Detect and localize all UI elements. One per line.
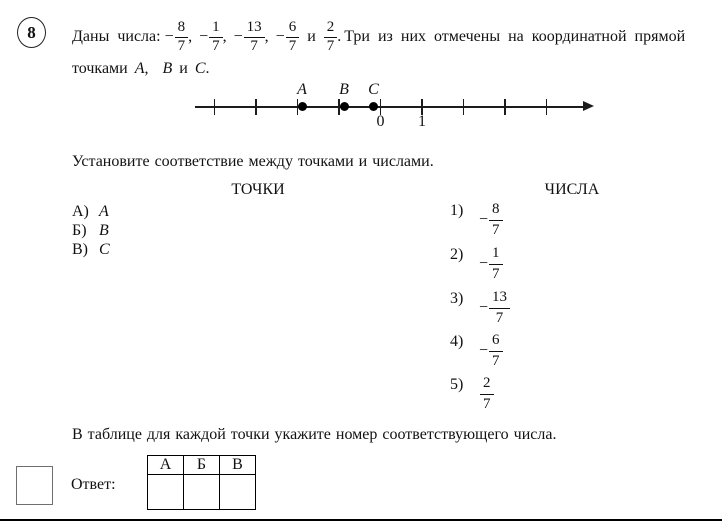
point-label-a: A — [297, 81, 307, 98]
point-name-a: A — [134, 60, 145, 77]
number-item-4: 4) − $\frac{6}{7}$ — [450, 333, 503, 369]
fraction: $\frac{8}{7}$ — [489, 202, 503, 238]
number-item-1: 1) − $\frac{8}{7}$ — [450, 202, 503, 238]
problem-number-badge — [17, 17, 46, 48]
given-fraction: $\frac{2}{7}$ . — [323, 28, 342, 45]
number-item-5: 5) $\frac{2}{7}$ — [450, 376, 494, 412]
point-item-b: Б) B — [72, 222, 109, 239]
fraction: $\frac{1}{7}$ — [209, 20, 223, 54]
axis-label-one: 1 — [418, 113, 426, 130]
statement-suffix: Три из них отмечены на координатной прямой — [344, 28, 686, 45]
point-item-c: В) C — [72, 241, 110, 258]
number-line-diagram — [193, 80, 603, 130]
answer-label: Ответ: — [71, 476, 116, 493]
answer-cell-b[interactable] — [184, 475, 220, 510]
tick-mark — [463, 99, 465, 115]
point-label-c: C — [368, 81, 379, 98]
answer-header-a: А — [148, 456, 184, 475]
axis-arrow-icon — [583, 101, 594, 111]
point-name-b: B — [162, 60, 173, 77]
given-fraction: − $\frac{13}{7}$ , — [233, 19, 269, 55]
answer-table — [147, 455, 256, 510]
number-item-2: 2) − $\frac{1}{7}$ — [450, 246, 503, 282]
point-dot-a — [298, 102, 307, 111]
point-label-b: B — [339, 81, 349, 98]
number-line-axis — [195, 106, 585, 108]
given-fraction: − $\frac{1}{7}$ , — [199, 19, 227, 55]
point-item-a: А) A — [72, 203, 109, 220]
fraction: $\frac{8}{7}$ — [175, 20, 189, 54]
points-column-header: ТОЧКИ — [231, 181, 285, 198]
answer-instruction: В таблице для каждой точки укажите номер соответствующего числа. — [72, 426, 557, 443]
score-box — [16, 466, 53, 505]
answer-cell-a[interactable] — [148, 475, 184, 510]
axis-label-zero: 0 — [376, 113, 385, 130]
given-fraction: − $\frac{6}{7}$ и — [275, 19, 316, 55]
problem-statement-line1 — [72, 19, 720, 55]
answer-table-value-row — [148, 475, 256, 510]
fraction: $\frac{13}{7}$ — [244, 20, 265, 54]
point-name-c: C — [194, 60, 206, 77]
fraction: $\frac{2}{7}$ — [324, 20, 338, 54]
problem-statement-line2: точками A, B и C. — [72, 60, 210, 77]
tick-mark — [214, 99, 216, 115]
fraction: $\frac{6}{7}$ — [489, 333, 503, 369]
problem-number: 8 — [27, 22, 36, 42]
point-dot-c — [369, 102, 378, 111]
fraction: $\frac{6}{7}$ — [286, 20, 300, 54]
statement-prefix: Даны числа: — [72, 28, 161, 45]
point-dot-b — [340, 102, 349, 111]
numbers-column-header: ЧИСЛА — [544, 181, 600, 198]
answer-header-b: Б — [184, 456, 220, 475]
number-item-3: 3) − $\frac{13}{7}$ — [450, 290, 510, 326]
answer-table-header-row — [148, 456, 256, 475]
answer-cell-v[interactable] — [220, 475, 256, 510]
fraction: $\frac{1}{7}$ — [489, 246, 503, 282]
fraction: $\frac{2}{7}$ — [480, 376, 494, 412]
fraction: $\frac{13}{7}$ — [489, 290, 510, 326]
tick-mark — [255, 99, 257, 115]
page-bottom-rule — [0, 519, 722, 521]
tick-mark — [546, 99, 548, 115]
tick-mark — [504, 99, 506, 115]
given-fraction: − $\frac{8}{7}$ , — [164, 19, 193, 55]
matching-instruction: Установите соответствие между точками и числами. — [72, 153, 434, 170]
answer-header-v: В — [220, 456, 256, 475]
